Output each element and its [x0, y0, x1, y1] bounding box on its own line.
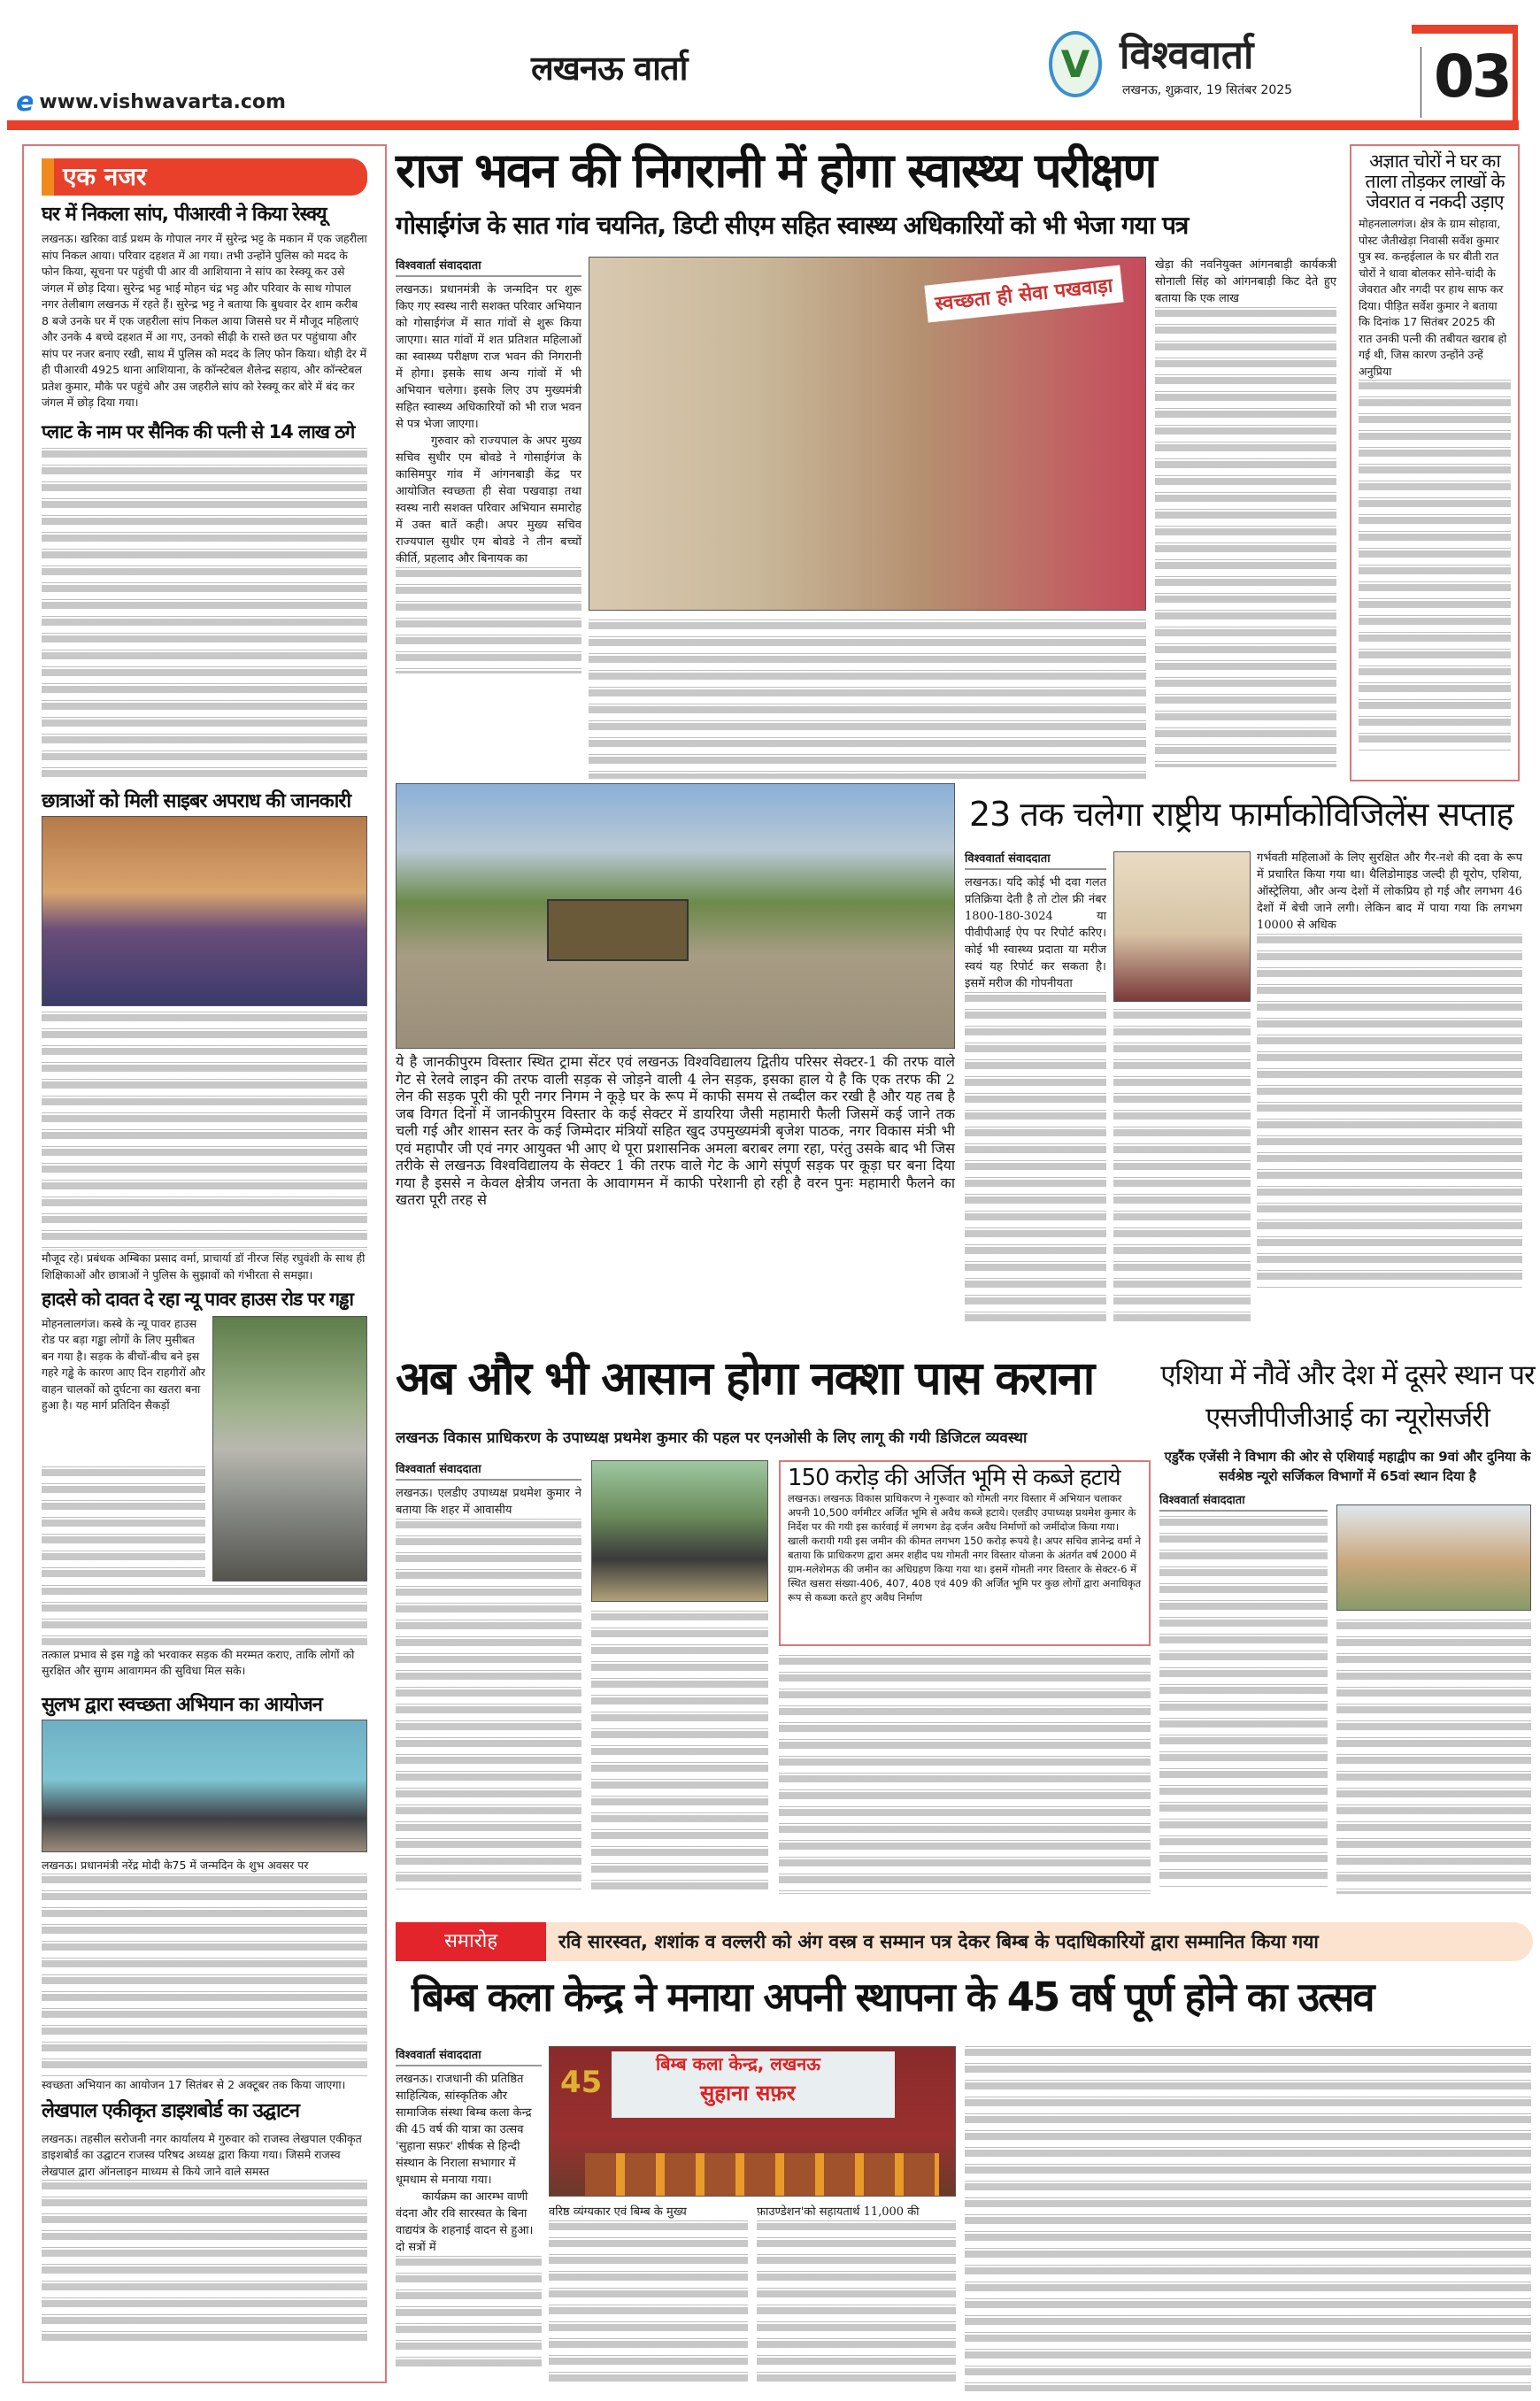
samaroh-label: समारोह	[396, 1922, 546, 1961]
lda-photo	[591, 1460, 768, 1602]
page-number-box	[1412, 25, 1518, 129]
sulabh-cleanliness-photo	[42, 1720, 367, 1852]
story-headline: हादसे को दावत दे रहा न्यू पावर हाउस रोड पर गड्ढा	[42, 1289, 353, 1311]
website-link[interactable]: e www.vishwavarta.com	[16, 87, 286, 118]
story-body: लखनऊ। खरिका वार्ड प्रथम के गोपाल नगर में सुरेन्द्र भट्ट के मकान में एक जहरीला सांप निकल आया। परिवार दहशत में आ गया। तभी उन्होंने पुलिस को मदद के फोन किया, सूचना पर पहुंची पी आर वी आशियाना ने सांप का रेस्क्यू कर उसे जंगल में छोड़ दिया। सुरेन्द्र भट्ट भाई मोहन चंद्र भट्ट और परिवार के साथ गोपाल नगर तेलीबाग लखनऊ में रहते हैं। सुरेन्द्र भट्ट ने बताया कि बुधवार देर शाम करीब 8 बजे उनके घर में एक जहरीला सांप निकल आया जिससे घर में मौजूद महिलाएं और उनके 4 बच्चे दहशत में आ गए, उनको सीढ़ी के रास्ते छत पर पहुंचाया और सांप पर नजर बनाए रखी, साथ में पुलिस को मदद के लिए फोन किया। थोड़ी देर में ही पीआरवी 4925 थाना आशियाना, के कॉन्स्टेबल शैलेन्द्र सहाय, और कॉन्स्टेबल प्रतेश कुमार, मौके पर पहुंचे और उस जहरीले सांप को रेस्क्यू कर बोरे में बंद कर जंगल में छोड़ दिया गया।	[42, 232, 367, 410]
brand-name: विश्ववार्ता	[1120, 33, 1254, 78]
story-headline: छात्राओं को मिली साइबर अपराध की जानकारी	[42, 790, 351, 813]
garbage-road-photo	[396, 783, 955, 1049]
pharma-event-photo	[1113, 851, 1251, 1002]
section-title: लखनऊ वार्ता	[531, 49, 688, 88]
truck-shape	[547, 899, 689, 961]
story-headline: लेखपाल एकीकृत डाइशबोर्ड का उद्घाटन	[42, 2099, 299, 2122]
bimb-headline: बिम्ब कला केन्द्र ने मनाया अपनी स्थापना के 45 वर्ष पूर्ण होने का उत्सव	[412, 1974, 1374, 2020]
story-headline: प्लाट के नाम पर सैनिक की पत्नी से 14 लाख ठगे	[42, 421, 355, 443]
v-logo-icon: V	[1060, 42, 1090, 86]
lead-headline: राज भवन की निगरानी में होगा स्वास्थ्य परीक्षण	[396, 142, 1156, 198]
page-number: 03	[1434, 42, 1510, 111]
theft-news-box: अज्ञात चोरों ने घर का ताला तोड़कर लाखों के जेवरात व नकदी उड़ाए मोहनलालगंज। क्षेत्र के ग्राम सोहावा, पोस्ट जैतीखेड़ा निवासी सर्वेश कुमार पुत्र स्व. कन्हईलाल के घर बीती रात चोरों ने धावा बोलकर सोने-चांदी के जेवरात और नगदी पर हाथ साफ कर दिया। पीड़ित सर्वेश कुमार ने बताया कि दिनांक 17 सितंबर 2025 की रात उनकी पत्नी की तबीयत खराब हो गई थी, जिस कारण उन्होंने उन्हें अनुप्रिया	[1350, 144, 1520, 781]
pharma-headline: 23 तक चलेगा राष्ट्रीय फार्माकोविजिलेंस सप्ताह	[969, 795, 1513, 834]
browser-e-icon: e	[16, 87, 35, 118]
masthead	[0, 0, 1540, 133]
sgpgi-headline: एशिया में नौवें और देश में दूसरे स्थान पर एसजीपीजीआई का न्यूरोसर्जरी	[1160, 1359, 1535, 1434]
garbage-story-body: ये है जानकीपुरम विस्तार स्थित ट्रामा सेंटर एवं लखनऊ विश्वविद्यालय द्वितीय परिसर सेक्टर-1 की तरफ वाले गेट से रेलवे लाइन की तरफ वाली सड़क से जोड़ने वाली 4 लेन सड़क, इसका हाल ये है कि एक तरफ की 2 लेन की सड़क पूरी की पूरी नगर निगम ने कूड़े घर के रूप में काफी समय से तब्दील कर रखी है और यह तब है जब विगत दिनों में जानकीपुरम विस्तार के कई सेक्टर में डायरिया जैसी महामारी फैली जिसमें कई जाने तक चली गई और शासन स्तर के कई जिम्मेदार मंत्रियों सहित खुद उपमुख्यमंत्री बृजेश पाठक, नगर विकास मंत्री भी एवं महापौर जी एवं नगर आयुक्त भी आए थे पूरा प्रशासनिक अमला बराबर लगा रहा, परंतु उसके बाद भी जिस तरीके से लखनऊ विश्वविद्यालय के सेक्टर 1 की तरफ वाले गेट के आगे संपूर्ण सड़क पर कूड़ा घर बना दिया गया है इससे न केवल क्षेत्रीय जनता के आवागमन में काफी परेशानी हो रही है वरन पुनः महामारी फैलने का खतरा पूरी तरह से	[396, 1053, 955, 1208]
sgpgi-building-photo	[1336, 1504, 1531, 1611]
story-headline: सुलभ द्वारा स्वच्छता अभियान का आयोजन	[42, 1693, 322, 1716]
brand-logo	[1049, 31, 1102, 97]
bimb-event-photo: बिम्ब कला केन्द्र, लखनऊ सुहाना सफ़र 45	[549, 2046, 956, 2197]
story-headline: घर में निकला सांप, पीआरवी ने किया रेस्क्यू	[42, 204, 327, 226]
land-encroachment-box: 150 करोड़ की अर्जित भूमि से कब्जे हटाये लखनऊ। लखनऊ विकास प्राधिकरण ने गुरूवार को गोमती नगर विस्तार में अभियान चलाकर अपनी 10,500 वर्गमीटर अर्जित भूमि से अवैध कब्जे हटाये। एलडीए उपाध्यक्ष प्रथमेश कुमार के निर्देश पर की गयी इस कार्रवाई में लगभग डेढ़ दर्जन अवैध निर्माणों को जमींदोज किया गया। खाली करायी गयी इस जमीन की कीमत लगभग 150 करोड़ रूपये है। अपर सचिव ज्ञानेन्द्र वर्मा ने बताया कि प्राधिकरण द्वारा अमर शहीद पथ गोमती नगर विस्तार योजना के अंतर्गत वर्ष 2000 में ग्राम-मलेशेमऊ की जमीन का अधिग्रहण किया गया था। इसमें गोमती नगर विस्तार के सेक्टर-6 में स्थित खसरा संख्या-406, 407, 408 एवं 409 की अर्जित भूमि पर कुछ लोगों द्वारा अनाधिकृत रूप से कब्जा करते हुए अवैध निर्माण	[779, 1460, 1151, 1646]
naksha-subhead: लखनऊ विकास प्राधिकरण के उपाध्यक्ष प्रथमेश कुमार की पहल पर एनओसी के लिए लागू की गयी डिजिटल व्यवस्था	[396, 1429, 1028, 1447]
pothole-photo	[212, 1316, 367, 1581]
lead-subhead: गोसाईगंज के सात गांव चयनित, डिप्टी सीएम सहित स्वास्थ्य अधिकारियों को भी भेजा गया पत्र	[396, 211, 1189, 240]
naksha-headline: अब और भी आसान होगा नक्शा पास कराना	[396, 1352, 1094, 1405]
sgpgi-subhead: एडुरैंक एजेंसी ने विभाग की ओर से एशियाई महाद्वीप का 9वां और दुनिया के सर्वश्रेष्ठ न्यूरो सर्जिकल विभागों में 65वां स्थान दिया है	[1164, 1449, 1531, 1484]
lead-photo	[589, 257, 1146, 611]
samaroh-banner: समारोह रवि सारस्वत, शशांक व वल्लरी को अंग वस्त्र व सम्मान पत्र देकर बिम्ब के पदाधिकारियों द्वारा सम्मानित किया गया	[396, 1922, 1533, 1961]
ek-nazar-label: एक नजर	[42, 158, 367, 196]
masthead-rule	[7, 120, 1519, 130]
byline: विश्ववार्ता संवाददाता	[396, 257, 581, 277]
cyber-awareness-photo	[42, 816, 367, 1006]
photo-banner: स्वच्छता ही सेवा पखवाड़ा	[924, 265, 1123, 323]
dateline: लखनऊ, शुक्रवार, 19 सितंबर 2025	[1122, 83, 1293, 97]
left-news-column: एक नजर घर में निकला सांप, पीआरवी ने किया रेस्क्यू लखनऊ। खरिका वार्ड प्रथम के गोपाल नगर में सुरेन्द्र भट्ट के मकान में एक जहरीला सांप निकल आया। परिवार दहशत में आ गया। तभी उन्होंने पुलिस को मदद के फोन किया, सूचना पर पहुंची पी आर वी आशियाना ने सांप का रेस्क्यू कर उसे जंगल में छोड़ दिया। सुरेन्द्र भट्ट भाई मोहन चंद्र भट्ट और परिवार के साथ गोपाल नगर तेलीबाग लखनऊ में रहते हैं। सुरेन्द्र भट्ट ने बताया कि बुधवार देर शाम करीब 8 बजे उनके घर में एक जहरीला सांप निकल आया जिससे घर में मौजूद महिलाएं और उनके 4 बच्चे दहशत में आ गए, उनको सीढ़ी के रास्ते छत पर पहुंचाया और सांप पर नजर बनाए रखी, साथ में पुलिस को मदद के लिए फोन किया। थोड़ी देर में ही पीआरवी 4925 थाना आशियाना, के कॉन्स्टेबल शैलेन्द्र सहाय, और कॉन्स्टेबल प्रतेश कुमार, मौके पर पहुंचे और उस जहरीले सांप को रेस्क्यू कर बोरे में बंद कर जंगल में छोड़ दिया गया। प्लाट के नाम पर सैनिक की पत्नी से 14 लाख ठगे छात्राओं को मिली साइबर अपराध की जानकारी मौजूद रहे। प्रबंधक अम्बिका प्रसाद वर्मा, प्राचार्या डॉ नीरज सिंह रघुवंशी के साथ ही शिक्षिकाओं और छात्राओं ने पुलिस के सुझावों को गंभीरता से समझा। हादसे को दावत दे रहा न्यू पावर हाउस रोड पर गड्ढा मोहनलालगंज। कस्बे के न्यू पावर हाउस रोड पर बड़ा गड्ढा लोगों के लिए मुसीबत बन गया है। सड़क के बीचों-बीच बने इस गहरे गड्ढे के कारण आए दिन राहगीरों और वाहन चालकों को दुर्घटना का खतरा बना हुआ है। यह मार्ग प्रतिदिन सैकड़ों तत्काल प्रभाव से इस गड्ढे को भरवाकर सड़क की मरम्मत कराए, ताकि लोगों को सुरक्षित और सुगम आवागमन की सुविधा मिल सके। सुलभ द्वारा स्वच्छता अभियान का आयोजन लखनऊ। प्रधानमंत्री नरेंद्र मोदी के75 में जन्मदिन के शुभ अवसर पर स्वच्छता अभियान का आयोजन 17 सितंबर से 2 अक्टूबर तक किया जाएगा। लेखपाल एकीकृत डाइशबोर्ड का उद्घाटन लखनऊ। तहसील सरोजनी नगर कार्यालय मे गुरुवार को राजस्व लेखपाल एकीकृत डाइशबोर्ड का उद्घाटन राजस्व परिषद अध्यक्ष द्वारा किया गया। जिसमे राजस्व लेखपाल द्वारा ऑनलाइन माध्यम से किये जाने वाले समस्त	[22, 144, 387, 2383]
